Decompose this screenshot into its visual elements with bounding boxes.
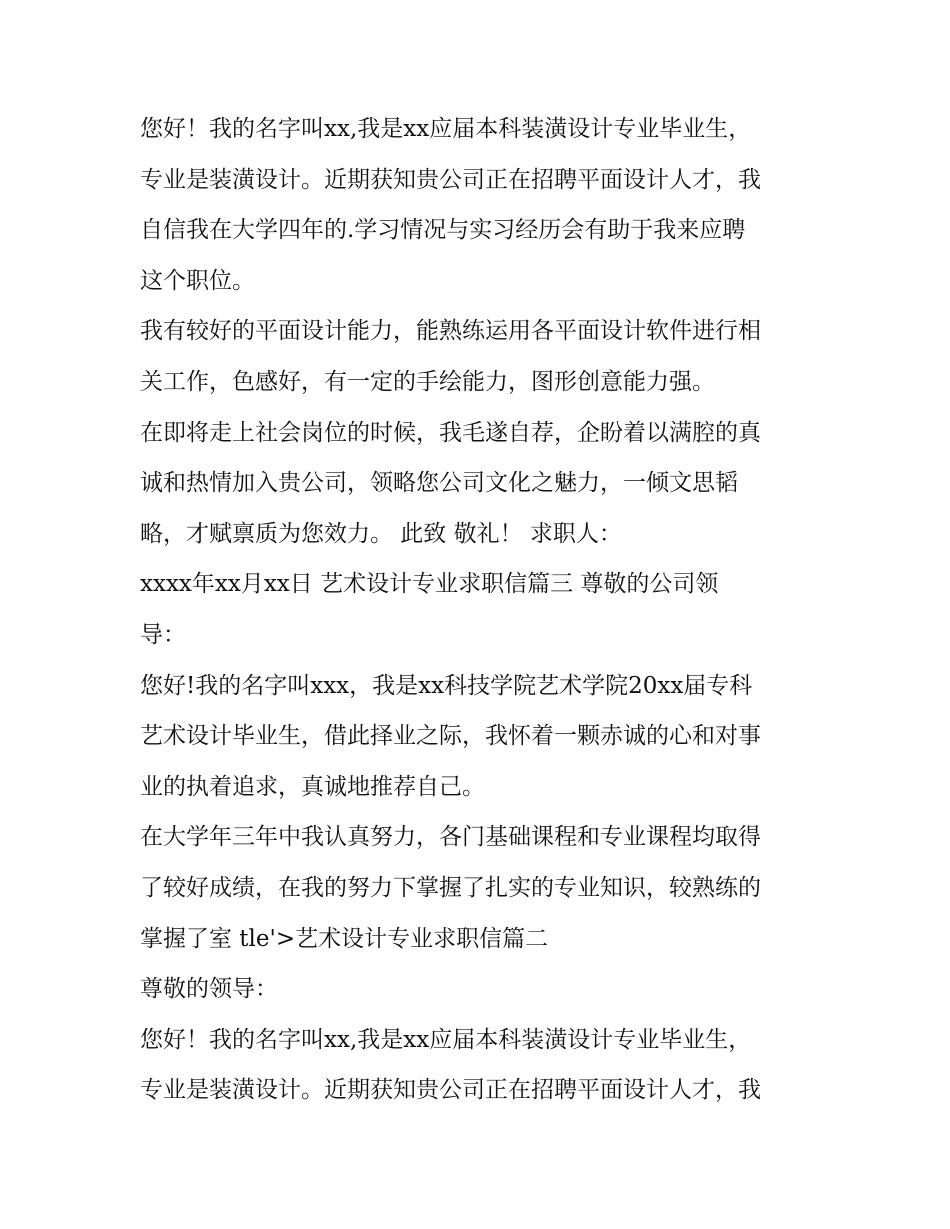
text-line: 艺术设计毕业生，借此择业之际，我怀着一颗赤诚的心和对事	[140, 723, 761, 750]
text-line: 专业是装潢设计。近期获知贵公司正在招聘平面设计人才，我	[140, 166, 761, 193]
text-line: 您好！我的名字叫xx,我是xx应届本科装潢设计专业毕业生，	[140, 116, 752, 142]
text-line: 自信我在大学四年的.学习情况与实习经历会有助于我来应聘	[140, 217, 746, 244]
text-line: 这个职位。	[140, 267, 255, 294]
text-line: 专业是装潢设计。近期获知贵公司正在招聘平面设计人才，我	[140, 1077, 761, 1104]
text-line: 了较好成绩，在我的努力下掌握了扎实的专业知识，较熟练的	[140, 874, 761, 901]
text-line: 掌握了室 tle'>艺术设计专业求职信篇二	[140, 925, 549, 952]
text-line: 略，才赋禀质为您效力。 此致 敬礼！ 求职人：	[140, 520, 622, 547]
text-line: 业的执着追求，真诚地推荐自己。	[140, 773, 485, 800]
text-line: 您好！我的名字叫xx,我是xx应届本科装潢设计专业毕业生，	[140, 1026, 752, 1053]
text-line: 在即将走上社会岗位的时候，我毛遂自荐，企盼着以满腔的真	[140, 419, 761, 446]
document-body	[140, 104, 820, 1116]
text-line: 尊敬的领导：	[140, 976, 278, 1003]
text-line: 诚和热情加入贵公司，领略您公司文化之魅力，一倾文思韬	[140, 470, 738, 497]
text-line: 关工作，色感好，有一定的手绘能力，图形创意能力强。	[140, 368, 715, 395]
text-line: 在大学年三年中我认真努力，各门基础课程和专业课程均取得	[140, 824, 761, 851]
text-line: 我有较好的平面设计能力，能熟练运用各平面设计软件进行相	[140, 318, 761, 345]
text-line: 导：	[140, 621, 186, 648]
text-line: xxxx年xx月xx日 艺术设计专业求职信篇三 尊敬的公司领	[140, 571, 719, 598]
text-line: 您好!我的名字叫xxx，我是xx科技学院艺术学院20xx届专科	[140, 672, 753, 699]
